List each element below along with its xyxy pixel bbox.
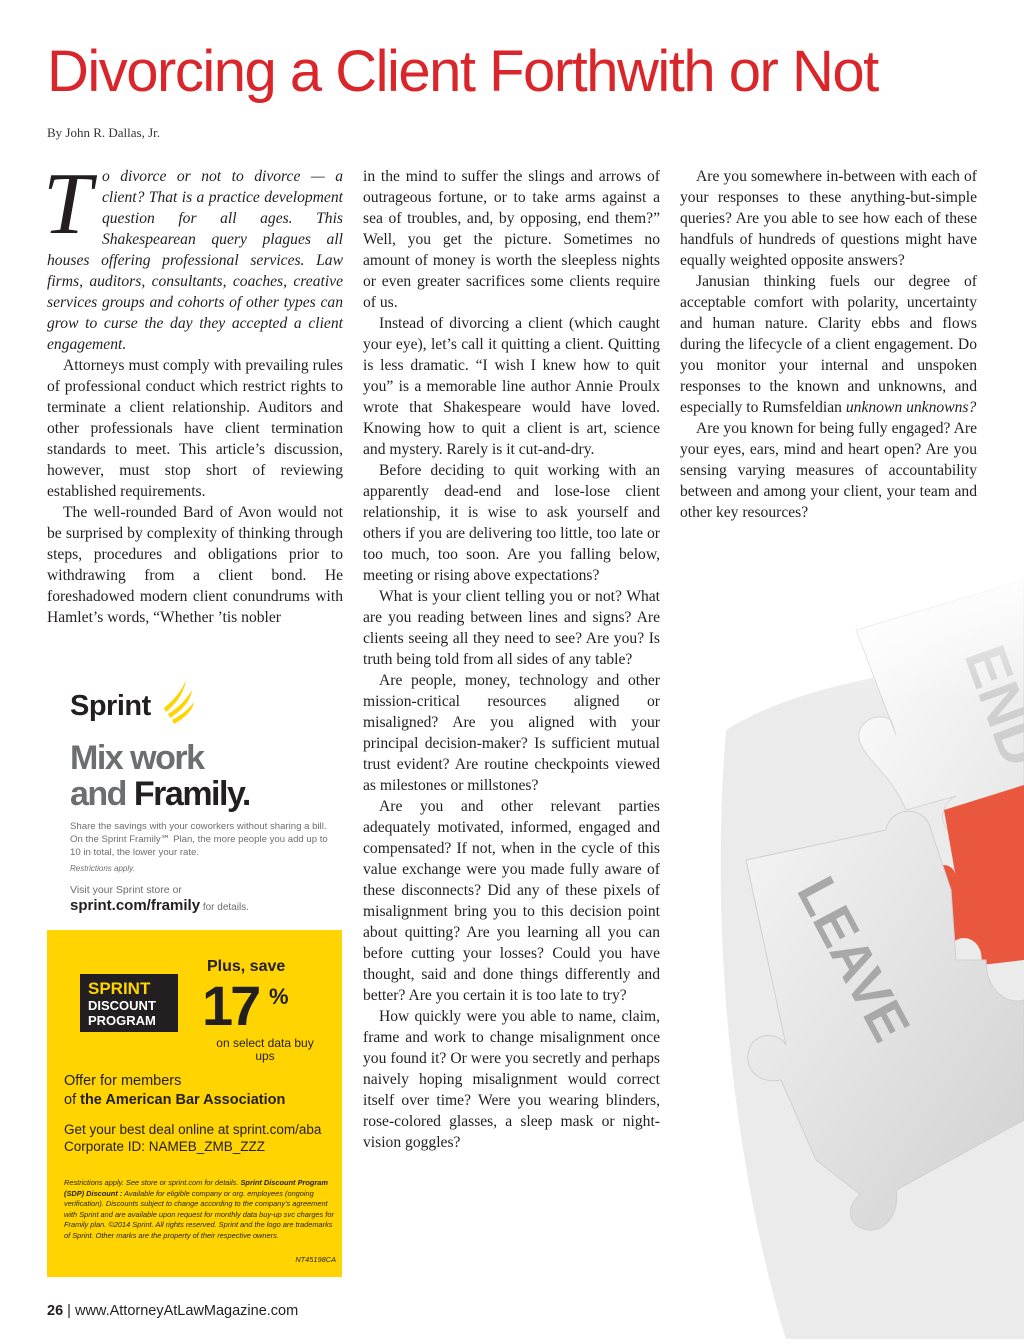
paragraph-text: Janusian thinking fuels our degree of acceptable comfort with polarity, uncertainty and human nature. Clarity ebbs and flows during the lifecycle of a client engagement. Do you monitor your internal and unspoken responses to the known and unknowns, and especially to Rumsfeldian xyxy=(680,273,977,416)
article-title: Divorcing a Client Forthwith or Not xyxy=(47,39,878,104)
sprint-wing-icon xyxy=(160,678,196,726)
sdp-badge: SPRINT DISCOUNT PROGRAM xyxy=(80,974,178,1032)
ad-code: NT45198CA xyxy=(295,1255,336,1264)
ad-headline-line2: and Framily. xyxy=(70,775,250,813)
ad-headline xyxy=(70,740,250,812)
ad-offer-panel xyxy=(47,930,342,1277)
plus-save: Plus, save xyxy=(207,958,286,975)
ad-body: Share the savings with your coworkers without sharing a bill. On the Sprint Framily℠ Plan, the more people you add up to 10 in total, the lower your rate. xyxy=(70,821,328,858)
footer-site[interactable]: www.AttorneyAtLawMagazine.com xyxy=(74,1303,299,1319)
on-select-text: on select data buy ups xyxy=(216,1036,314,1063)
get-best-deal: Get your best deal online at sprint.com/aba Corporate ID: NAMEB_ZMB_ZZZ xyxy=(64,1122,322,1154)
paragraph: Attorneys must comply with prevailing rules of professional conduct which restrict rights to terminate a client relationship. Auditors and other professionals have client termination standards to meet. This article’s discussion, however, must stop short of reviewing established requirements. xyxy=(47,357,343,500)
page-number: 26 xyxy=(47,1303,64,1319)
paragraph: Are you known for being fully engaged? Are your eyes, ears, mind and heart open? Are you sensing varying measures of accountability between and among your client, your team and other key resources? xyxy=(680,420,977,521)
ad-restrictions: Restrictions apply. xyxy=(70,864,135,873)
column-1 xyxy=(43,156,343,628)
paragraph: Are you somewhere in-between with each of your responses to these anything-but-simple queries? Are you able to see how each of these handfuls of hundreds of questions might have equally weighted opposite answers? xyxy=(680,168,977,269)
column-3 xyxy=(680,166,977,523)
drop-cap: T xyxy=(43,156,92,253)
paragraph xyxy=(680,271,977,418)
byline: By John R. Dallas, Jr. xyxy=(47,125,161,140)
sprint-logo: Sprint xyxy=(70,690,151,722)
paragraph: Are people, money, technology and other mission-critical resources aligned or misaligned? Are you aligned with your principal decision-maker? Is sufficient mutual trust evident? Are routine checkpoints viewed as milestones or millstones? xyxy=(363,672,660,794)
paragraph-text: o divorce or not to divorce — a client? That is a practice development question for all ages. This Shakespearean query plagues all houses offering professional services. Law firms, auditors, consultants, coaches, creative services groups and cohorts of other types can grow to curse the day they accepted a client engagement. xyxy=(47,168,343,353)
paragraph: The well-rounded Bard of Avon would not be surprised by complexity of thinking through steps, procedures and obligations prior to withdrawing from a client bond. He foreshadowed modern client conundrums with Hamlet’s words, “Whether ’tis nobler xyxy=(47,504,343,626)
paragraph: How quickly were you able to name, claim, frame and work to change misalignment once you found it? Or were you secretly and perhaps naively hoping misalignment would correct itself over time? Were you wearing blinders, rose-colored glasses, a sleep mask or night-vision goggles? xyxy=(363,1008,660,1151)
paragraph: Instead of divorcing a client (which caught your eye), let’s call it quitting a client. Quitting is less dramatic. “I wish I knew how to quit you” is a memorable line author Annie Proulx wrote that Shakespeare would have loved. Knowing how to quit a client is art, science and mystery. Rarely is it cut-and-dry. xyxy=(363,315,660,458)
paragraph: in the mind to suffer the slings and arrows of outrageous fortune, or to take arms against a sea of troubles, and, by opposing, end them?” Well, you get the picture. Sometimes no amount of money is worth the sleepless nights or even greater sacrifices some clients require of us. xyxy=(363,168,660,311)
paragraph: Are you and other relevant parties adequately motivated, informed, engaged and compensated? If not, when in the cycle of this value exchange were you made fully aware of these disconnects? Did any of these pixels of misalignment bring you to this decision point about quitting? Are you learning all you can before cutting your losses? Could you have thought, said and done things differently and better? Are you certain it is too late to try? xyxy=(363,798,660,1004)
ad-headline-line1: Mix work xyxy=(70,739,204,777)
ad-url[interactable]: sprint.com/framily for details. xyxy=(70,897,249,914)
percent-sign: % xyxy=(269,984,289,1009)
puzzle-illustration xyxy=(686,560,1024,1339)
offer-text: Offer for members of the American Bar Association xyxy=(64,1073,286,1108)
puzzle-graphic xyxy=(686,560,1024,1339)
paragraph: What is your client telling you or not? What are you reading between lines and signs? Are clients seeing all they need to see? Are you? Is truth being told from all sides of any table? xyxy=(363,588,660,668)
paragraph xyxy=(43,156,343,355)
fine-print: Restrictions apply. See store or sprint.com for details. Sprint Discount Program (SDP) Discount : Available for eligible company or org. employees (ongoing verification). Discounts subject to change according to the company’s agreement with Sprint and are available upon request for monthly data buy-up svc charges for Framily plan. ©2014 Sprint. All rights reserved. Sprint and the logo are trademarks of Sprint. Other marks are the property of their respective owners. xyxy=(64,1178,334,1240)
page-footer: 26 | www.AttorneyAtLawMagazine.com xyxy=(47,1303,299,1319)
column-2 xyxy=(363,166,660,1153)
ad-visit-text: Visit your Sprint store or xyxy=(70,884,182,896)
discount-percent: 17 xyxy=(202,974,259,1037)
paragraph: Before deciding to quit working with an apparently dead-end and lose-lose client relationship, it is wise to ask yourself and others if you are delivering too little, too late or too much, too soon. Are you falling below, meeting or rising above expectations? xyxy=(363,462,660,584)
italic-phrase: unknown unknowns? xyxy=(845,399,977,416)
